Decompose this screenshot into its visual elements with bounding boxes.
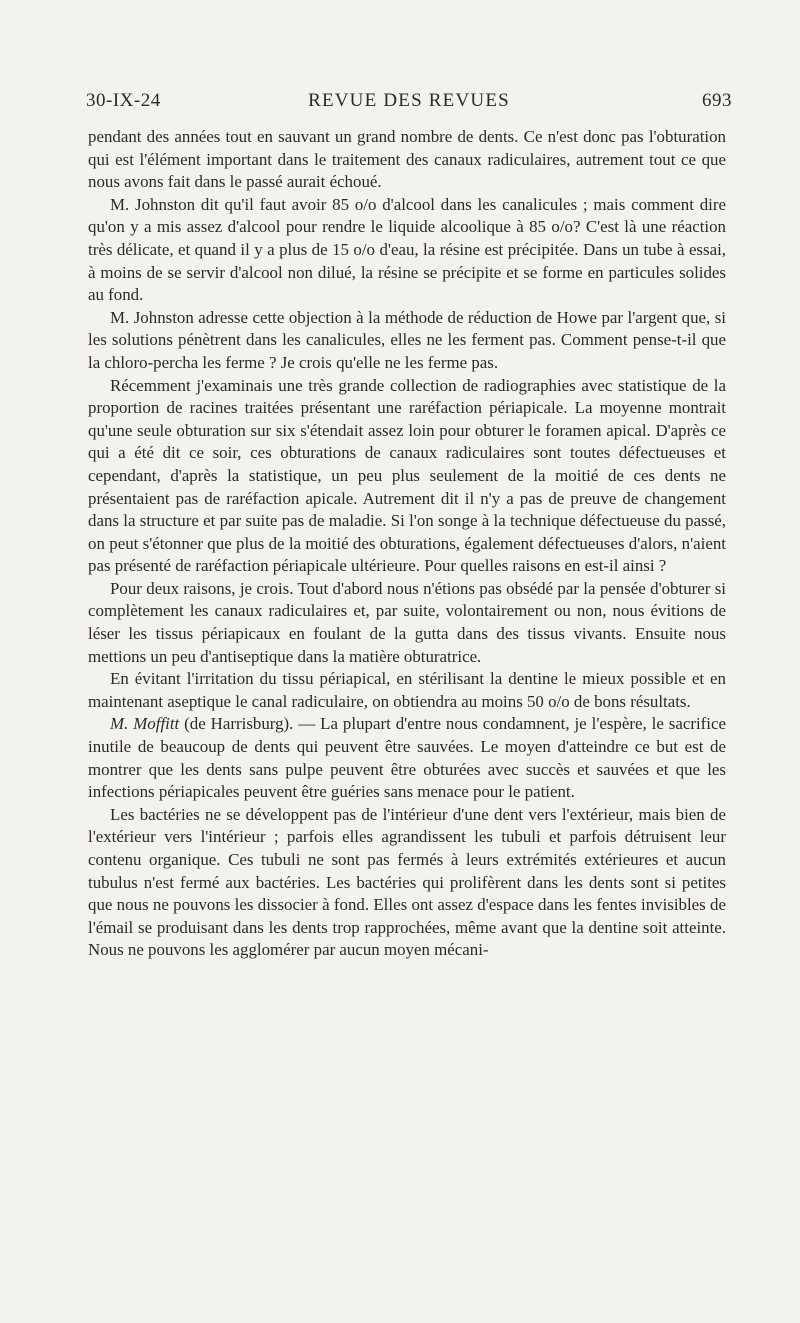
paragraph-avoiding-irritation: En évitant l'irritation du tissu périapical, en stérilisant la dentine le mieux possible et en maintenant aseptique le canal radiculaire, on obtiendra au moins 50 o/o de bons résultats. bbox=[88, 669, 726, 711]
header-date: 30-IX-24 bbox=[86, 90, 161, 111]
speaker-name: M. Moffitt bbox=[110, 714, 180, 734]
moffitt-text: (de Harrisburg). — La plupart d'entre nous condamnent, je l'espère, le sacrifice inutile de beaucoup de dents qui peuvent être sauvées. Le moyen d'atteindre ce but est de montrer que les dents sans pulpe peuvent être obturées avec succès et sauvées et que les infections périapicales peuvent être guéries sans menace pour le patient. bbox=[88, 714, 726, 802]
header-title: REVUE DES REVUES bbox=[308, 90, 510, 111]
paragraph-radiographs: Récemment j'examinais une très grande collection de radiographies avec statistique de la proportion de racines traitées présentant une raréfaction périapicale. La moyenne montrait qu'une seule obturation sur six s'étendait assez loin pour obturer le foramen apical. D'après ce qui a été dit ce soir, ces obturations de canaux radiculaires sont toutes défectueuses et cependant, d'après la statistique, un peu plus seulement de la moitié de ces dents ne présentaient pas de raréfaction apicale. Autrement dit il n'y a pas de preuve de changement dans la structure et par suite pas de maladie. Si l'on songe à la technique défectueuse du passé, on peut s'étonner que plus de la moitié des obturations, également défectueuses d'alors, n'aient pas présenté de raréfaction périapicale ultérieure. Pour quelles raisons en est-il ainsi ? bbox=[88, 375, 726, 576]
paragraph-bacteria: Les bactéries ne se développent pas de l'intérieur d'une dent vers l'extérieur, mais bien de l'extérieur vers l'intérieur ; parfois elles agrandissent les tubuli et parfois détruisent leur contenu organique. Ces tubuli ne sont pas fermés à leurs extrémités extérieures et aucun tubulus n'est fermé aux bactéries. Les bactéries qui prolifèrent dans les dents sont si petites que nous ne pouvons les dissocier à fond. Elles ont assez d'espace dans les fentes invisibles de l'émail se produisant dans les dents trop rapprochées, même avant que la dentine soit atteinte. Nous ne pouvons les agglomérer par aucun moyen mécani- bbox=[88, 804, 726, 960]
paragraph-two-reasons: Pour deux raisons, je crois. Tout d'abord nous n'étions pas obsédé par la pensée d'obturer si complètement les canaux radiculaires et, par suite, volontairement ou non, nous évitions de léser les tissus périapicaux en foulant de la gutta dans des tissus vivants. Ensuite nous mettions un peu d'antiseptique dans la matière obturatrice. bbox=[88, 578, 726, 666]
paragraph-moffitt bbox=[88, 713, 726, 803]
paragraph-johnston-alcohol: M. Johnston dit qu'il faut avoir 85 o/o d'alcool dans les canalicules ; mais comment dire qu'on y a mis assez d'alcool pour rendre le liquide alcoolique à 85 o/o? C'est là une réaction très délicate, et quand il y a plus de 15 o/o d'eau, la résine est précipitée. Dans un tube à essai, à moins de se servir d'alcool non dilué, la résine se précipite et se forme en particules solides au fond. bbox=[88, 194, 726, 305]
paragraph-johnston-objection: M. Johnston adresse cette objection à la méthode de réduction de Howe par l'argent que, si les solutions pénètrent dans les canalicules, elles ne les ferment pas. Comment pense-t-il que la chloro-percha les ferme ? Je crois qu'elle ne les ferme pas. bbox=[88, 307, 726, 372]
paragraph-continued: pendant des années tout en sauvant un grand nombre de dents. Ce n'est donc pas l'obturation qui est l'élément important dans le traitement des canaux radiculaires, autrement tout ce que nous avons fait dans le passé aurait échoué. bbox=[88, 127, 726, 192]
page-number: 693 bbox=[702, 90, 732, 111]
running-header bbox=[86, 90, 732, 120]
body-text bbox=[88, 126, 726, 962]
